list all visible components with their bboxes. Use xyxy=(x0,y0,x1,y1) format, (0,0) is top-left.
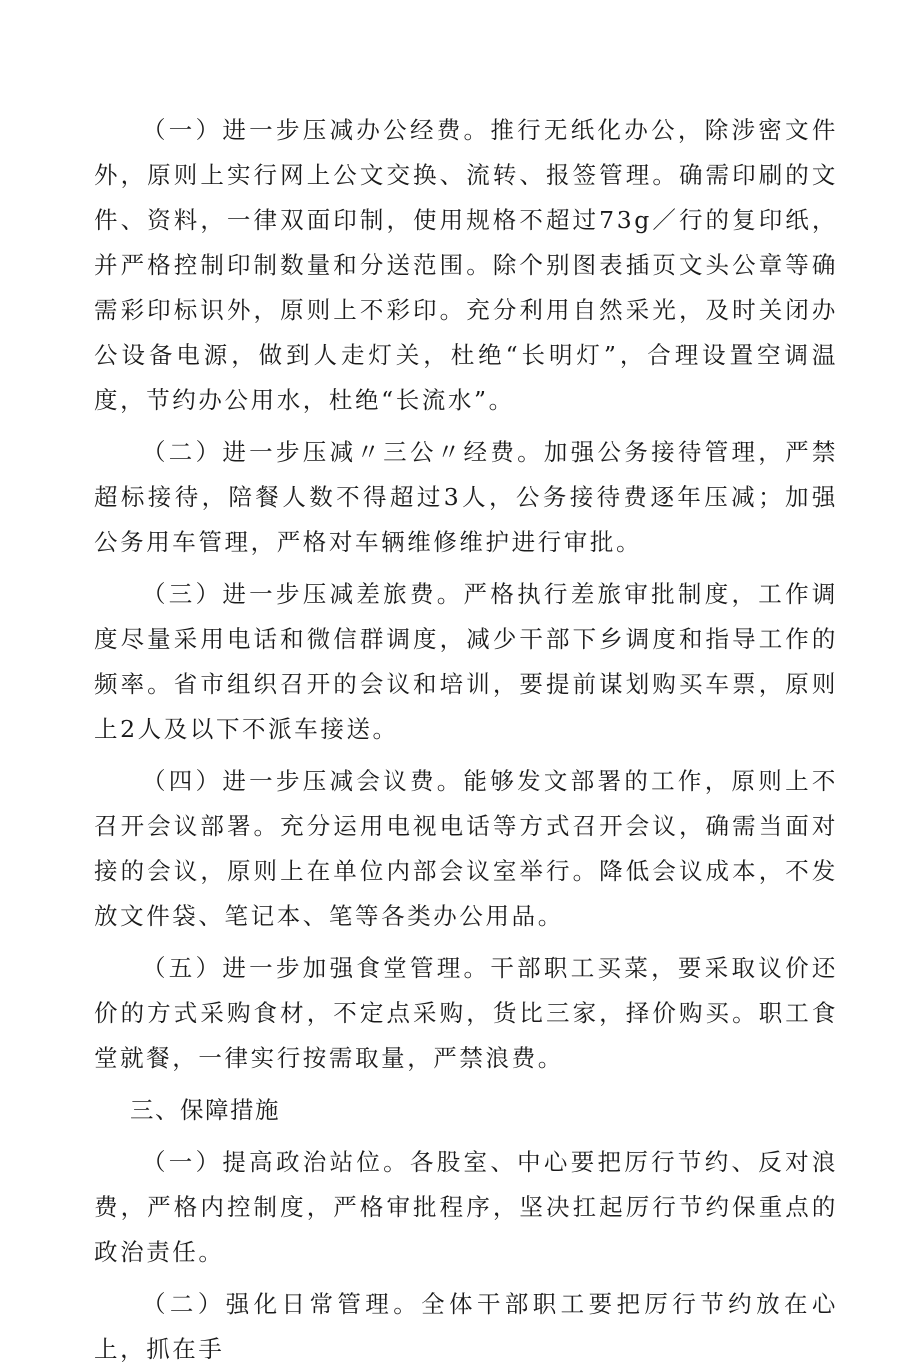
paragraph-three-public-expenses: （二）进一步压减〃三公〃经费。加强公务接待管理，严禁超标接待，陪餐人数不得超过3人，公务接待费逐年压减；加强公务用车管理，严格对车辆维修维护进行审批。 xyxy=(94,438,838,556)
section-heading-safeguards: 三、保障措施 xyxy=(130,1096,280,1124)
paragraph-canteen-management: （五）进一步加强食堂管理。干部职工买菜，要采取议价还价的方式采购食材，不定点采购，货比三家，择价购买。职工食堂就餐，一律实行按需取量，严禁浪费。 xyxy=(94,954,838,1072)
document-body xyxy=(94,108,838,1372)
paragraph-meeting-expenses: （四）进一步压减会议费。能够发文部署的工作，原则上不召开会议部署。充分运用电视电话等方式召开会议，确需当面对接的会议，原则上在单位内部会议室举行。降低会议成本，不发放文件袋、笔记本、笔等各类办公用品。 xyxy=(94,767,838,930)
paragraph-travel-expenses: （三）进一步压减差旅费。严格执行差旅审批制度，工作调度尽量采用电话和微信群调度，减少干部下乡调度和指导工作的频率。省市组织召开的会议和培训，要提前谋划购买车票，原则上2人及以下不派车接送。 xyxy=(94,580,838,743)
paragraph-political-stance: （一）提高政治站位。各股室、中心要把厉行节约、反对浪费，严格内控制度，严格审批程序，坚决扛起厉行节约保重点的政治责任。 xyxy=(94,1148,838,1266)
paragraph-daily-management: （二）强化日常管理。全体干部职工要把厉行节约放在心上，抓在手 xyxy=(94,1290,838,1363)
paragraph-office-expenses: （一）进一步压减办公经费。推行无纸化办公，除涉密文件外，原则上实行网上公文交换、流转、报签管理。确需印刷的文件、资料，一律双面印制，使用规格不超过73g／行的复印纸，并严格控制印制数量和分送范围。除个别图表插页文头公章等确需彩印标识外，原则上不彩印。充分利用自然采光，及时关闭办公设备电源，做到人走灯关，杜绝“长明灯”，合理设置空调温度，节约办公用水，杜绝“长流水”。 xyxy=(94,116,838,414)
